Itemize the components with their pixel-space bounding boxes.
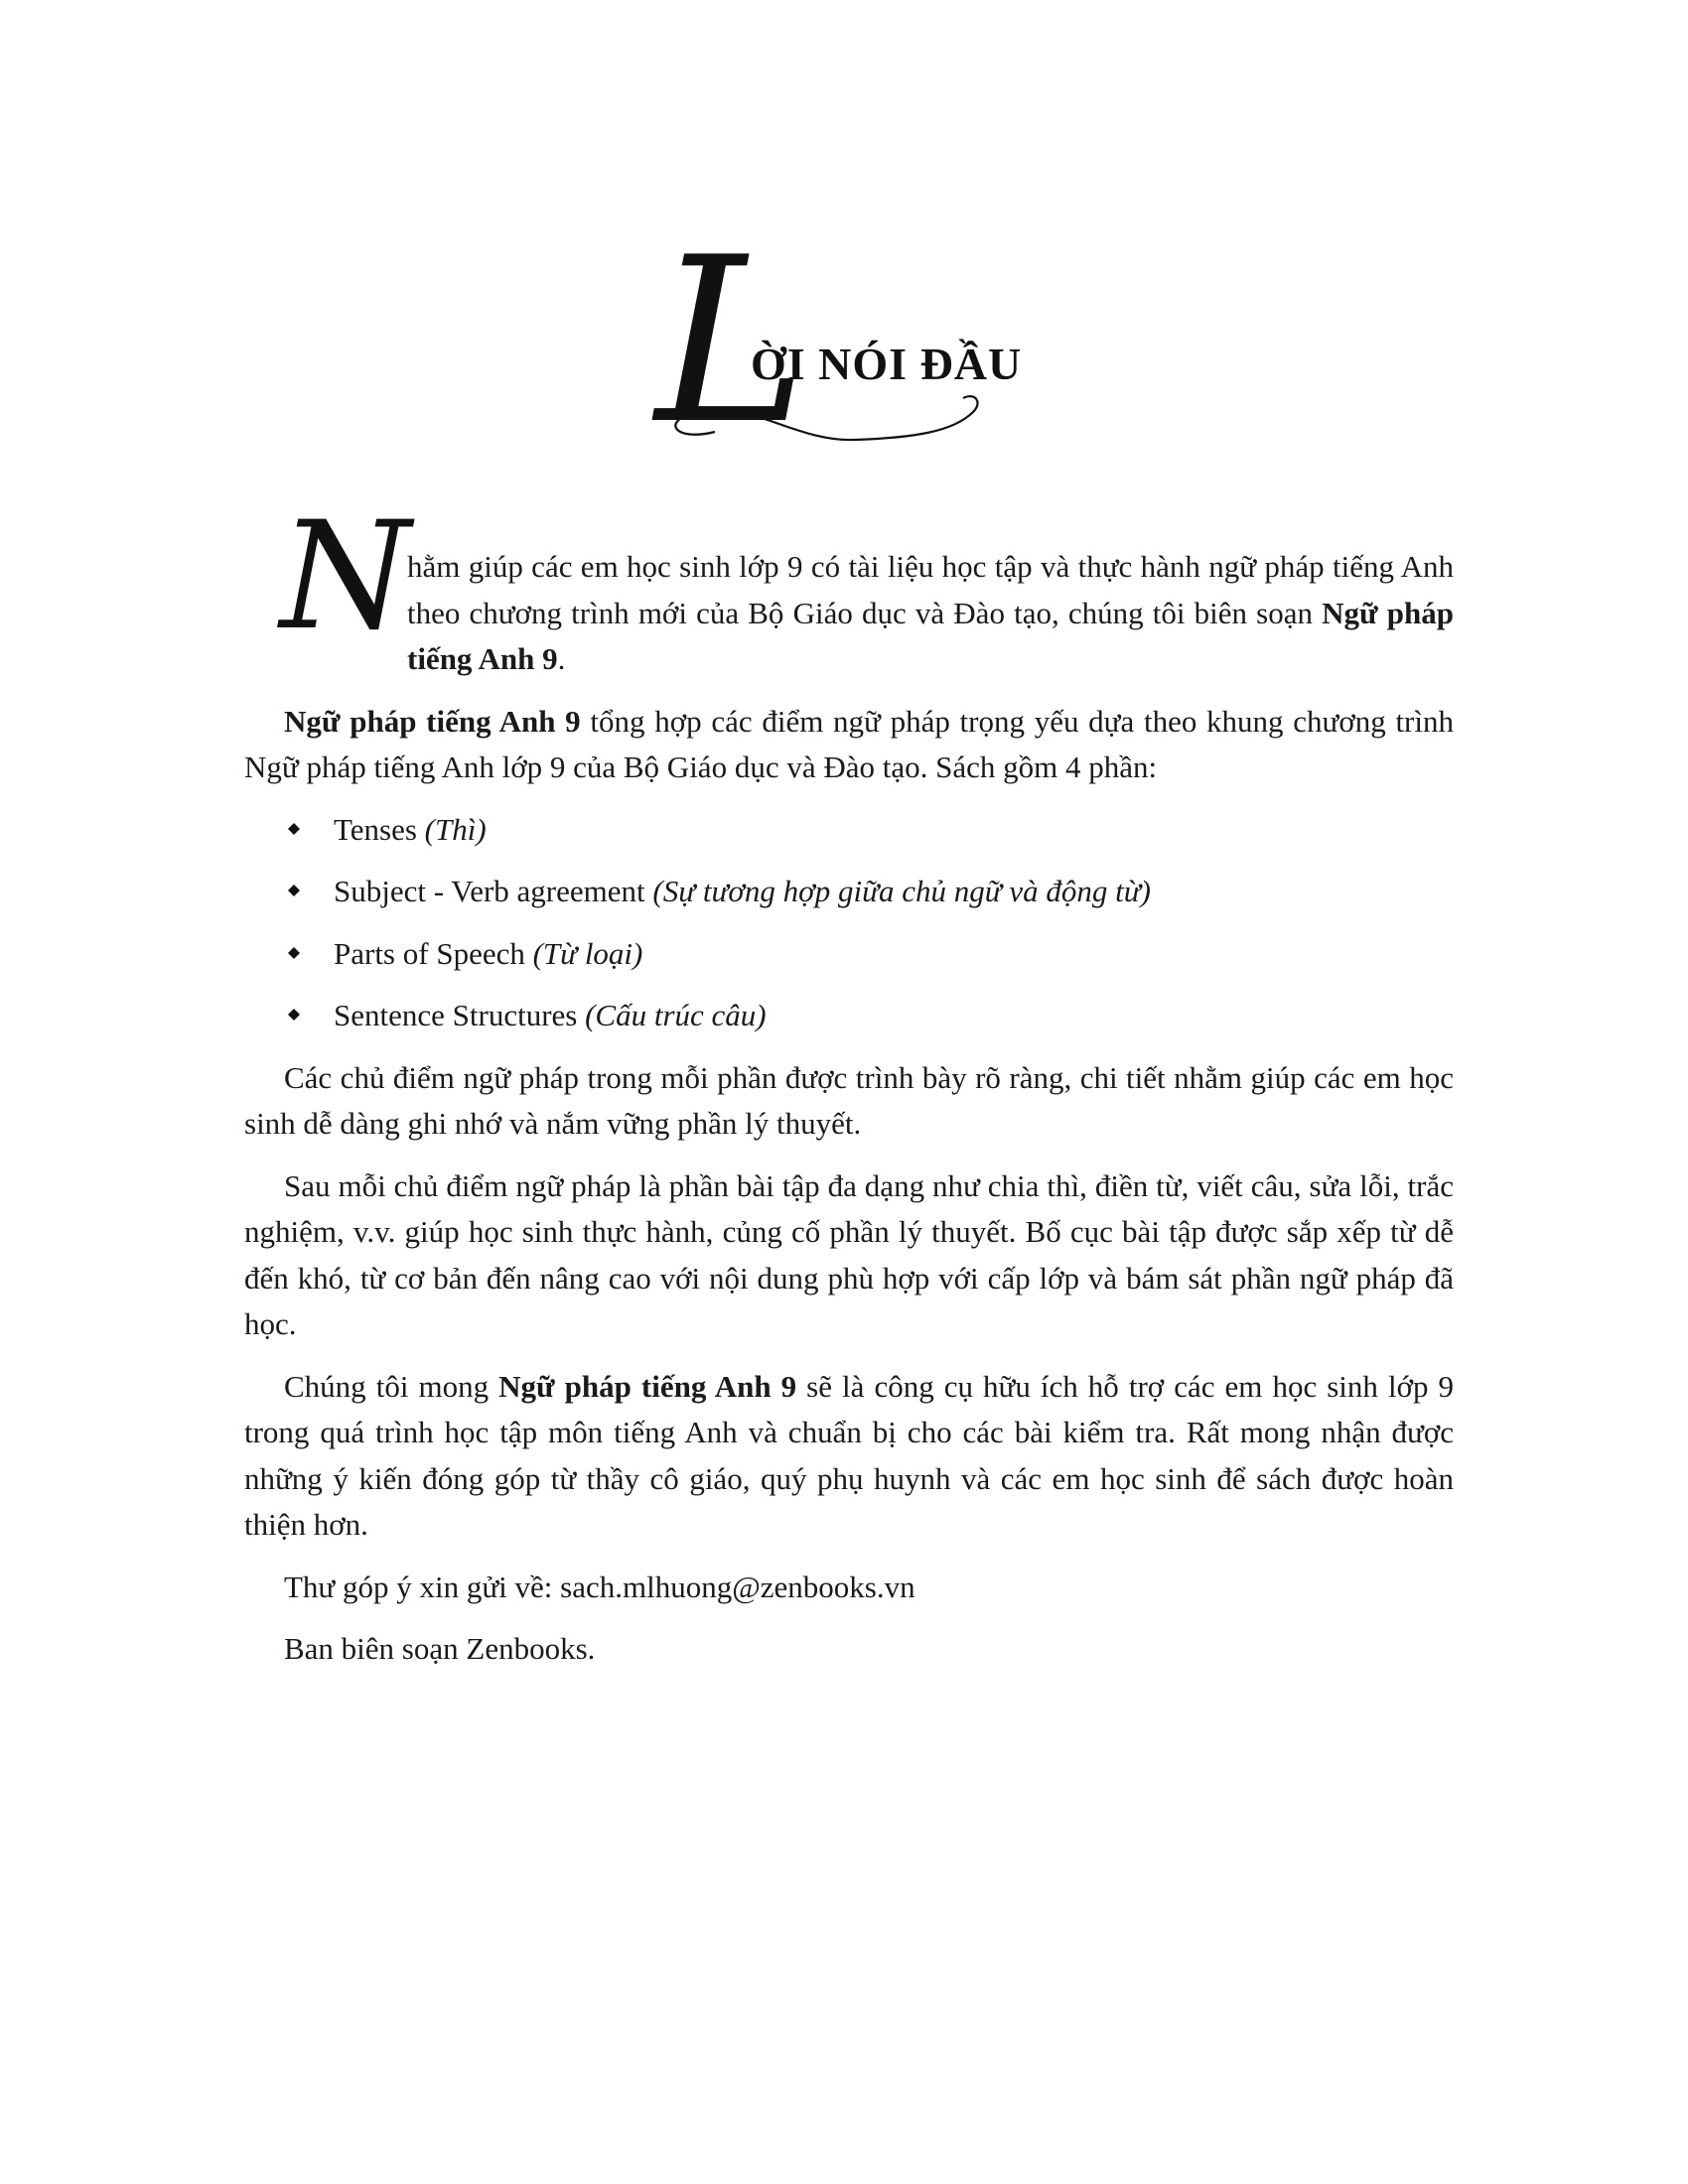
list-item bbox=[244, 993, 1454, 1039]
parts-list bbox=[244, 807, 1454, 1039]
diamond-bullet-icon bbox=[286, 821, 302, 837]
title-initial: L bbox=[655, 209, 807, 475]
diamond-bullet-icon bbox=[286, 945, 302, 961]
part-note: (Thì) bbox=[424, 811, 487, 847]
part-note: (Sự tương hợp giữa chủ ngữ và động từ) bbox=[652, 874, 1152, 908]
diamond-bullet-icon bbox=[286, 1007, 302, 1023]
intro-text-start: hằm giúp các em học sinh lớp 9 có tài liệu học tập và thực hành ngữ pháp tiếng Anh theo chương trình mới của Bộ Giáo dục và Đào tạo, chúng tôi biên soạn bbox=[407, 549, 1454, 630]
title-text: ỜI NÓI ĐẦU bbox=[751, 339, 1023, 389]
contact-line: Thư góp ý xin gửi về: sach.mlhuong@zenbooks.vn bbox=[284, 1569, 915, 1604]
list-item bbox=[244, 869, 1454, 915]
diamond-bullet-icon bbox=[286, 883, 302, 898]
intro-book-title: Ngữ pháp tiếng Anh 9 bbox=[407, 595, 1455, 676]
preface-body bbox=[244, 490, 1455, 1689]
closing-paragraph bbox=[244, 1364, 1454, 1549]
intro-paragraph bbox=[244, 490, 1455, 683]
closing-book-title: Ngữ pháp tiếng Anh 9 bbox=[498, 1368, 797, 1404]
dropcap-letter: N bbox=[280, 490, 411, 663]
summary-text: tổng hợp các điểm ngữ pháp trọng yếu dựa theo khung chương trình Ngữ pháp tiếng Anh lớp 9 của Bộ Giáo dục và Đào tạo. Sách gồm 4 phần: bbox=[244, 703, 1454, 784]
summary-paragraph bbox=[244, 699, 1454, 791]
part-name: Tenses bbox=[334, 811, 417, 847]
list-item bbox=[244, 931, 1454, 978]
signature-line: Ban biên soạn Zenbooks. bbox=[284, 1631, 596, 1666]
part-name: Parts of Speech bbox=[334, 935, 525, 971]
summary-book-title: Ngữ pháp tiếng Anh 9 bbox=[284, 703, 581, 739]
list-item bbox=[244, 807, 1454, 854]
intro-text-end: . bbox=[557, 641, 566, 676]
part-note: (Cấu trúc câu) bbox=[585, 998, 767, 1032]
part-name: Sentence Structures bbox=[334, 998, 578, 1032]
exercises-paragraph: Sau mỗi chủ điểm ngữ pháp là phần bài tập đa dạng như chia thì, điền từ, viết câu, sửa lỗi, trắc nghiệm, v.v. giúp học sinh thực hành, củng cố phần lý thuyết. Bố cục bài tập được sắp xếp từ dễ đến khó, từ cơ bản đến nâng cao với nội dung phù hợp với cấp lớp và bám sát phần ngữ pháp đã học. bbox=[244, 1167, 1454, 1341]
closing-text-start: Chúng tôi mong bbox=[284, 1368, 499, 1404]
content-paragraph: Các chủ điểm ngữ pháp trong mỗi phần được trình bày rõ ràng, chi tiết nhằm giúp các em học sinh dễ dàng ghi nhớ và nắm vững phần lý thuyết. bbox=[244, 1059, 1454, 1141]
page-title bbox=[655, 209, 1072, 475]
part-note: (Từ loại) bbox=[532, 935, 643, 971]
closing-text-end: sẽ là công cụ hữu ích hỗ trợ các em học sinh lớp 9 trong quá trình học tập môn tiếng Anh và chuẩn bị cho các bài kiểm tra. Rất mong nhận được những ý kiến đóng góp từ thầy cô giáo, quý phụ huynh và các em học sinh để sách được hoàn thiện hơn. bbox=[244, 1368, 1455, 1542]
part-name: Subject - Verb agreement bbox=[334, 874, 645, 908]
